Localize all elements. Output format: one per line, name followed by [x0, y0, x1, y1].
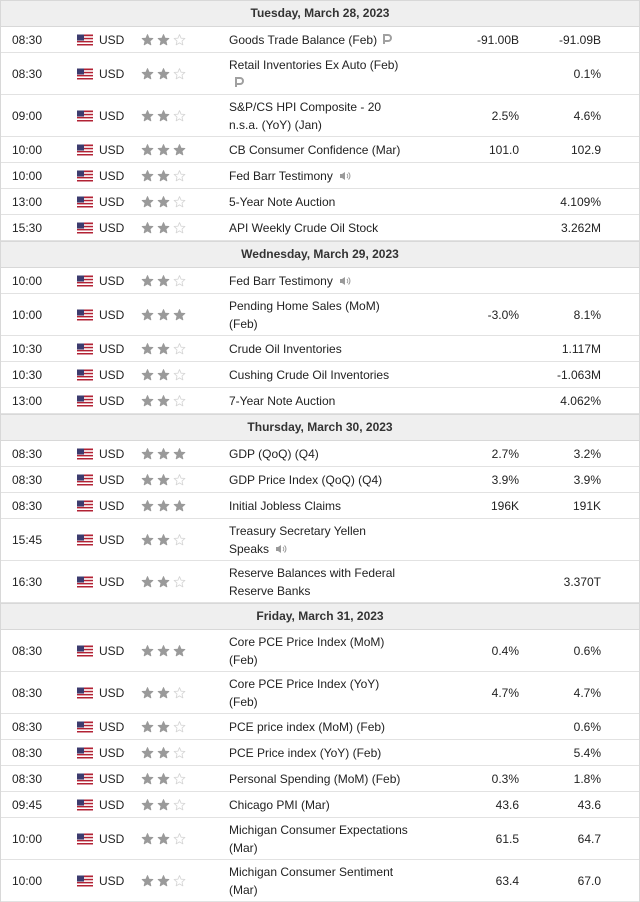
day-header: Tuesday, March 28, 2023: [1, 0, 639, 27]
forecast-value: 1.8%: [573, 771, 601, 786]
event-row[interactable]: [1, 336, 639, 362]
star-filled-icon: [141, 169, 154, 182]
star-filled-icon: [157, 720, 170, 733]
star-filled-icon: [141, 772, 154, 785]
star-filled-icon: [157, 368, 170, 381]
importance-stars: [141, 473, 186, 486]
importance-stars: [141, 33, 186, 46]
star-filled-icon: [157, 221, 170, 234]
preliminary-icon: [235, 75, 244, 86]
star-filled-icon: [141, 644, 154, 657]
day-header: Wednesday, March 29, 2023: [1, 241, 639, 268]
event-name[interactable]: 7-Year Note Auction: [229, 393, 336, 408]
currency-code: USD: [99, 66, 125, 81]
us-flag-icon: [77, 68, 93, 79]
event-time: 10:00: [12, 831, 43, 846]
event-name[interactable]: Treasury Secretary Yellen Speaks: [229, 523, 366, 556]
star-filled-icon: [157, 447, 170, 460]
forecast-value: 67.0: [577, 873, 601, 888]
us-flag-icon: [77, 474, 93, 485]
event-name[interactable]: API Weekly Crude Oil Stock: [229, 220, 379, 235]
event-time: 08:30: [12, 745, 43, 760]
event-title[interactable]: [229, 56, 409, 92]
star-filled-icon: [173, 499, 186, 512]
importance-stars: [141, 368, 186, 381]
us-flag-icon: [77, 275, 93, 286]
us-flag-icon: [77, 144, 93, 155]
currency-code: USD: [99, 472, 125, 487]
star-filled-icon: [173, 143, 186, 156]
importance-stars: [141, 447, 186, 460]
currency-code: USD: [99, 797, 125, 812]
currency-code: USD: [99, 393, 125, 408]
speaker-icon: [339, 273, 351, 283]
us-flag-icon: [77, 576, 93, 587]
event-row[interactable]: [1, 294, 639, 336]
star-filled-icon: [157, 533, 170, 546]
currency-code: USD: [99, 771, 125, 786]
event-title[interactable]: [229, 821, 409, 857]
event-time: 08:30: [12, 719, 43, 734]
currency-code: USD: [99, 873, 125, 888]
currency-code: USD: [99, 32, 125, 47]
event-row[interactable]: [1, 792, 639, 818]
event-time: 10:00: [12, 873, 43, 888]
actual-value: 0.4%: [491, 643, 519, 658]
us-flag-icon: [77, 799, 93, 810]
actual-value: 43.6: [495, 797, 519, 812]
event-row[interactable]: [1, 215, 639, 241]
currency-code: USD: [99, 498, 125, 513]
us-flag-icon: [77, 170, 93, 181]
event-title[interactable]: [229, 471, 409, 489]
forecast-value: -1.063M: [556, 367, 601, 382]
event-row[interactable]: [1, 860, 639, 902]
currency-code: USD: [99, 685, 125, 700]
event-row[interactable]: [1, 740, 639, 766]
importance-stars: [141, 394, 186, 407]
event-time: 15:30: [12, 220, 43, 235]
forecast-value: 0.6%: [573, 643, 601, 658]
event-title[interactable]: [229, 219, 409, 237]
event-time: 13:00: [12, 194, 43, 209]
us-flag-icon: [77, 747, 93, 758]
importance-stars: [141, 644, 186, 657]
us-flag-icon: [77, 500, 93, 511]
star-filled-icon: [157, 772, 170, 785]
event-time: 13:00: [12, 393, 43, 408]
star-filled-icon: [157, 394, 170, 407]
star-filled-icon: [141, 686, 154, 699]
us-flag-icon: [77, 196, 93, 207]
forecast-value: 102.9: [570, 142, 601, 157]
event-row[interactable]: [1, 766, 639, 792]
event-name[interactable]: S&P/CS HPI Composite - 20 n.s.a. (YoY) (Jan): [229, 99, 382, 132]
currency-code: USD: [99, 220, 125, 235]
event-name[interactable]: PCE price index (MoM) (Feb): [229, 719, 386, 734]
event-name[interactable]: Fed Barr Testimony: [229, 168, 333, 183]
event-title[interactable]: [229, 744, 409, 762]
event-row[interactable]: [1, 137, 639, 163]
event-time: 09:00: [12, 108, 43, 123]
star-empty-icon: [173, 798, 186, 811]
star-empty-icon: [173, 473, 186, 486]
actual-value: 101.0: [488, 142, 519, 157]
star-filled-icon: [157, 308, 170, 321]
us-flag-icon: [77, 534, 93, 545]
event-row[interactable]: [1, 388, 639, 414]
event-time: 09:45: [12, 797, 43, 812]
star-filled-icon: [141, 67, 154, 80]
star-filled-icon: [157, 169, 170, 182]
event-time: 08:30: [12, 66, 43, 81]
event-time: 10:00: [12, 142, 43, 157]
actual-value: 2.5%: [491, 108, 519, 123]
importance-stars: [141, 274, 186, 287]
star-empty-icon: [173, 772, 186, 785]
event-row[interactable]: [1, 27, 639, 53]
event-name[interactable]: PCE Price index (YoY) (Feb): [229, 745, 382, 760]
star-filled-icon: [141, 221, 154, 234]
importance-stars: [141, 221, 186, 234]
event-name[interactable]: Personal Spending (MoM) (Feb): [229, 771, 401, 786]
forecast-value: -91.09B: [558, 32, 601, 47]
event-row[interactable]: [1, 189, 639, 215]
event-name[interactable]: Pending Home Sales (MoM) (Feb): [229, 298, 380, 331]
star-filled-icon: [157, 499, 170, 512]
forecast-value: 0.6%: [573, 719, 601, 734]
star-empty-icon: [173, 169, 186, 182]
event-name[interactable]: Crude Oil Inventories: [229, 341, 342, 356]
star-filled-icon: [141, 798, 154, 811]
us-flag-icon: [77, 395, 93, 406]
currency-code: USD: [99, 108, 125, 123]
importance-stars: [141, 686, 186, 699]
actual-value: -3.0%: [487, 307, 519, 322]
event-time: 15:45: [12, 532, 43, 547]
star-filled-icon: [141, 746, 154, 759]
star-empty-icon: [173, 832, 186, 845]
event-row[interactable]: [1, 95, 639, 137]
event-time: 08:30: [12, 446, 43, 461]
event-time: 08:30: [12, 32, 43, 47]
currency-code: USD: [99, 367, 125, 382]
event-name[interactable]: Reserve Balances with Federal Reserve Banks: [229, 565, 396, 598]
currency-code: USD: [99, 341, 125, 356]
star-filled-icon: [157, 686, 170, 699]
star-filled-icon: [141, 447, 154, 460]
event-title[interactable]: [229, 633, 409, 669]
star-filled-icon: [173, 308, 186, 321]
star-empty-icon: [173, 342, 186, 355]
event-title[interactable]: [229, 675, 409, 711]
star-filled-icon: [157, 746, 170, 759]
event-name[interactable]: Retail Inventories Ex Auto (Feb): [229, 57, 399, 72]
importance-stars: [141, 533, 186, 546]
currency-code: USD: [99, 532, 125, 547]
star-filled-icon: [141, 143, 154, 156]
event-title[interactable]: [229, 366, 409, 384]
forecast-value: 4.7%: [573, 685, 601, 700]
us-flag-icon: [77, 110, 93, 121]
event-time: 10:00: [12, 273, 43, 288]
event-time: 16:30: [12, 574, 43, 589]
event-title[interactable]: [229, 31, 409, 49]
actual-value: 61.5: [495, 831, 519, 846]
event-name[interactable]: Cushing Crude Oil Inventories: [229, 367, 390, 382]
forecast-value: 4.062%: [560, 393, 601, 408]
star-filled-icon: [141, 575, 154, 588]
event-row[interactable]: [1, 714, 639, 740]
event-row[interactable]: [1, 493, 639, 519]
event-time: 08:30: [12, 685, 43, 700]
event-name[interactable]: GDP Price Index (QoQ) (Q4): [229, 472, 383, 487]
actual-value: 2.7%: [491, 446, 519, 461]
event-name[interactable]: Core PCE Price Index (MoM) (Feb): [229, 634, 385, 667]
star-filled-icon: [157, 274, 170, 287]
actual-value: 63.4: [495, 873, 519, 888]
importance-stars: [141, 342, 186, 355]
event-title[interactable]: [229, 497, 409, 515]
star-empty-icon: [173, 195, 186, 208]
us-flag-icon: [77, 773, 93, 784]
currency-code: USD: [99, 446, 125, 461]
star-filled-icon: [157, 33, 170, 46]
event-title[interactable]: [229, 796, 409, 814]
forecast-value: 4.109%: [560, 194, 601, 209]
star-filled-icon: [157, 342, 170, 355]
star-filled-icon: [157, 67, 170, 80]
forecast-value: 3.2%: [573, 446, 601, 461]
event-time: 10:00: [12, 168, 43, 183]
star-filled-icon: [141, 394, 154, 407]
event-row[interactable]: [1, 818, 639, 860]
forecast-value: 3.262M: [560, 220, 601, 235]
importance-stars: [141, 746, 186, 759]
actual-value: -91.00B: [476, 32, 519, 47]
star-filled-icon: [141, 33, 154, 46]
event-name[interactable]: Goods Trade Balance (Feb): [229, 32, 378, 47]
star-filled-icon: [141, 368, 154, 381]
event-title[interactable]: [229, 297, 409, 333]
forecast-value: 43.6: [577, 797, 601, 812]
event-name[interactable]: CB Consumer Confidence (Mar): [229, 142, 401, 157]
event-name[interactable]: Michigan Consumer Expectations (Mar): [229, 822, 408, 855]
event-title[interactable]: [229, 272, 409, 290]
importance-stars: [141, 575, 186, 588]
event-row[interactable]: [1, 441, 639, 467]
us-flag-icon: [77, 687, 93, 698]
forecast-value: 8.1%: [573, 307, 601, 322]
event-title[interactable]: [229, 167, 409, 185]
forecast-value: 1.117M: [561, 341, 601, 356]
event-row[interactable]: [1, 53, 639, 95]
star-empty-icon: [173, 686, 186, 699]
star-filled-icon: [141, 499, 154, 512]
star-filled-icon: [157, 143, 170, 156]
importance-stars: [141, 67, 186, 80]
star-empty-icon: [173, 33, 186, 46]
forecast-value: 3.9%: [573, 472, 601, 487]
star-filled-icon: [141, 308, 154, 321]
currency-code: USD: [99, 574, 125, 589]
us-flag-icon: [77, 721, 93, 732]
us-flag-icon: [77, 34, 93, 45]
event-row[interactable]: [1, 630, 639, 672]
currency-code: USD: [99, 719, 125, 734]
forecast-value: 5.4%: [573, 745, 601, 760]
day-header: Friday, March 31, 2023: [1, 603, 639, 630]
event-time: 10:00: [12, 307, 43, 322]
event-title[interactable]: [229, 340, 409, 358]
forecast-value: 3.370T: [563, 574, 601, 589]
event-row[interactable]: [1, 561, 639, 603]
importance-stars: [141, 772, 186, 785]
event-time: 08:30: [12, 771, 43, 786]
event-name[interactable]: Fed Barr Testimony: [229, 273, 333, 288]
currency-code: USD: [99, 745, 125, 760]
star-filled-icon: [157, 832, 170, 845]
star-filled-icon: [141, 274, 154, 287]
star-empty-icon: [173, 274, 186, 287]
star-empty-icon: [173, 575, 186, 588]
event-title[interactable]: [229, 445, 409, 463]
actual-value: 196K: [490, 498, 519, 513]
event-title[interactable]: [229, 770, 409, 788]
importance-stars: [141, 169, 186, 182]
star-filled-icon: [157, 644, 170, 657]
star-empty-icon: [173, 109, 186, 122]
currency-code: USD: [99, 831, 125, 846]
event-time: 08:30: [12, 472, 43, 487]
us-flag-icon: [77, 833, 93, 844]
actual-value: 4.7%: [491, 685, 519, 700]
star-empty-icon: [173, 533, 186, 546]
us-flag-icon: [77, 448, 93, 459]
currency-code: USD: [99, 142, 125, 157]
event-title[interactable]: [229, 718, 409, 736]
star-filled-icon: [141, 720, 154, 733]
star-empty-icon: [173, 720, 186, 733]
importance-stars: [141, 195, 186, 208]
importance-stars: [141, 143, 186, 156]
forecast-value: 0.1%: [573, 66, 601, 81]
star-filled-icon: [141, 533, 154, 546]
currency-code: USD: [99, 643, 125, 658]
importance-stars: [141, 832, 186, 845]
event-row[interactable]: [1, 362, 639, 388]
event-title[interactable]: [229, 392, 409, 410]
us-flag-icon: [77, 222, 93, 233]
currency-code: USD: [99, 307, 125, 322]
actual-value: 3.9%: [491, 472, 519, 487]
event-title[interactable]: [229, 564, 409, 600]
preliminary-icon: [383, 32, 392, 43]
event-name[interactable]: Michigan Consumer Sentiment (Mar): [229, 864, 394, 897]
event-row[interactable]: [1, 268, 639, 294]
event-name[interactable]: Chicago PMI (Mar): [229, 797, 330, 812]
star-empty-icon: [173, 368, 186, 381]
speaker-icon: [339, 168, 351, 178]
us-flag-icon: [77, 369, 93, 380]
event-time: 08:30: [12, 498, 43, 513]
event-time: 08:30: [12, 643, 43, 658]
day-header: Thursday, March 30, 2023: [1, 414, 639, 441]
star-filled-icon: [141, 473, 154, 486]
star-empty-icon: [173, 746, 186, 759]
currency-code: USD: [99, 194, 125, 209]
event-name[interactable]: GDP (QoQ) (Q4): [229, 446, 319, 461]
currency-code: USD: [99, 273, 125, 288]
star-filled-icon: [141, 109, 154, 122]
star-filled-icon: [173, 644, 186, 657]
event-name[interactable]: 5-Year Note Auction: [229, 194, 336, 209]
importance-stars: [141, 720, 186, 733]
event-row[interactable]: [1, 163, 639, 189]
star-filled-icon: [157, 109, 170, 122]
us-flag-icon: [77, 309, 93, 320]
star-empty-icon: [173, 67, 186, 80]
event-time: 10:30: [12, 367, 43, 382]
us-flag-icon: [77, 343, 93, 354]
event-row[interactable]: [1, 519, 639, 561]
event-title[interactable]: [229, 522, 409, 558]
event-time: 10:30: [12, 341, 43, 356]
star-filled-icon: [141, 342, 154, 355]
star-empty-icon: [173, 221, 186, 234]
event-title[interactable]: [229, 193, 409, 211]
forecast-value: 191K: [572, 498, 601, 513]
event-title[interactable]: [229, 141, 409, 159]
star-filled-icon: [157, 575, 170, 588]
star-empty-icon: [173, 394, 186, 407]
star-filled-icon: [157, 798, 170, 811]
star-filled-icon: [141, 195, 154, 208]
actual-value: 0.3%: [491, 771, 519, 786]
importance-stars: [141, 499, 186, 512]
importance-stars: [141, 308, 186, 321]
us-flag-icon: [77, 645, 93, 656]
star-filled-icon: [157, 473, 170, 486]
forecast-value: 64.7: [577, 831, 601, 846]
currency-code: USD: [99, 168, 125, 183]
importance-stars: [141, 109, 186, 122]
star-filled-icon: [141, 832, 154, 845]
forecast-value: 4.6%: [573, 108, 601, 123]
event-title[interactable]: [229, 98, 409, 134]
star-filled-icon: [173, 447, 186, 460]
star-filled-icon: [157, 195, 170, 208]
event-name[interactable]: Initial Jobless Claims: [229, 498, 342, 513]
event-row[interactable]: [1, 672, 639, 714]
event-row[interactable]: [1, 467, 639, 493]
event-name[interactable]: Core PCE Price Index (YoY) (Feb): [229, 676, 380, 709]
importance-stars: [141, 798, 186, 811]
speaker-icon: [275, 541, 287, 551]
